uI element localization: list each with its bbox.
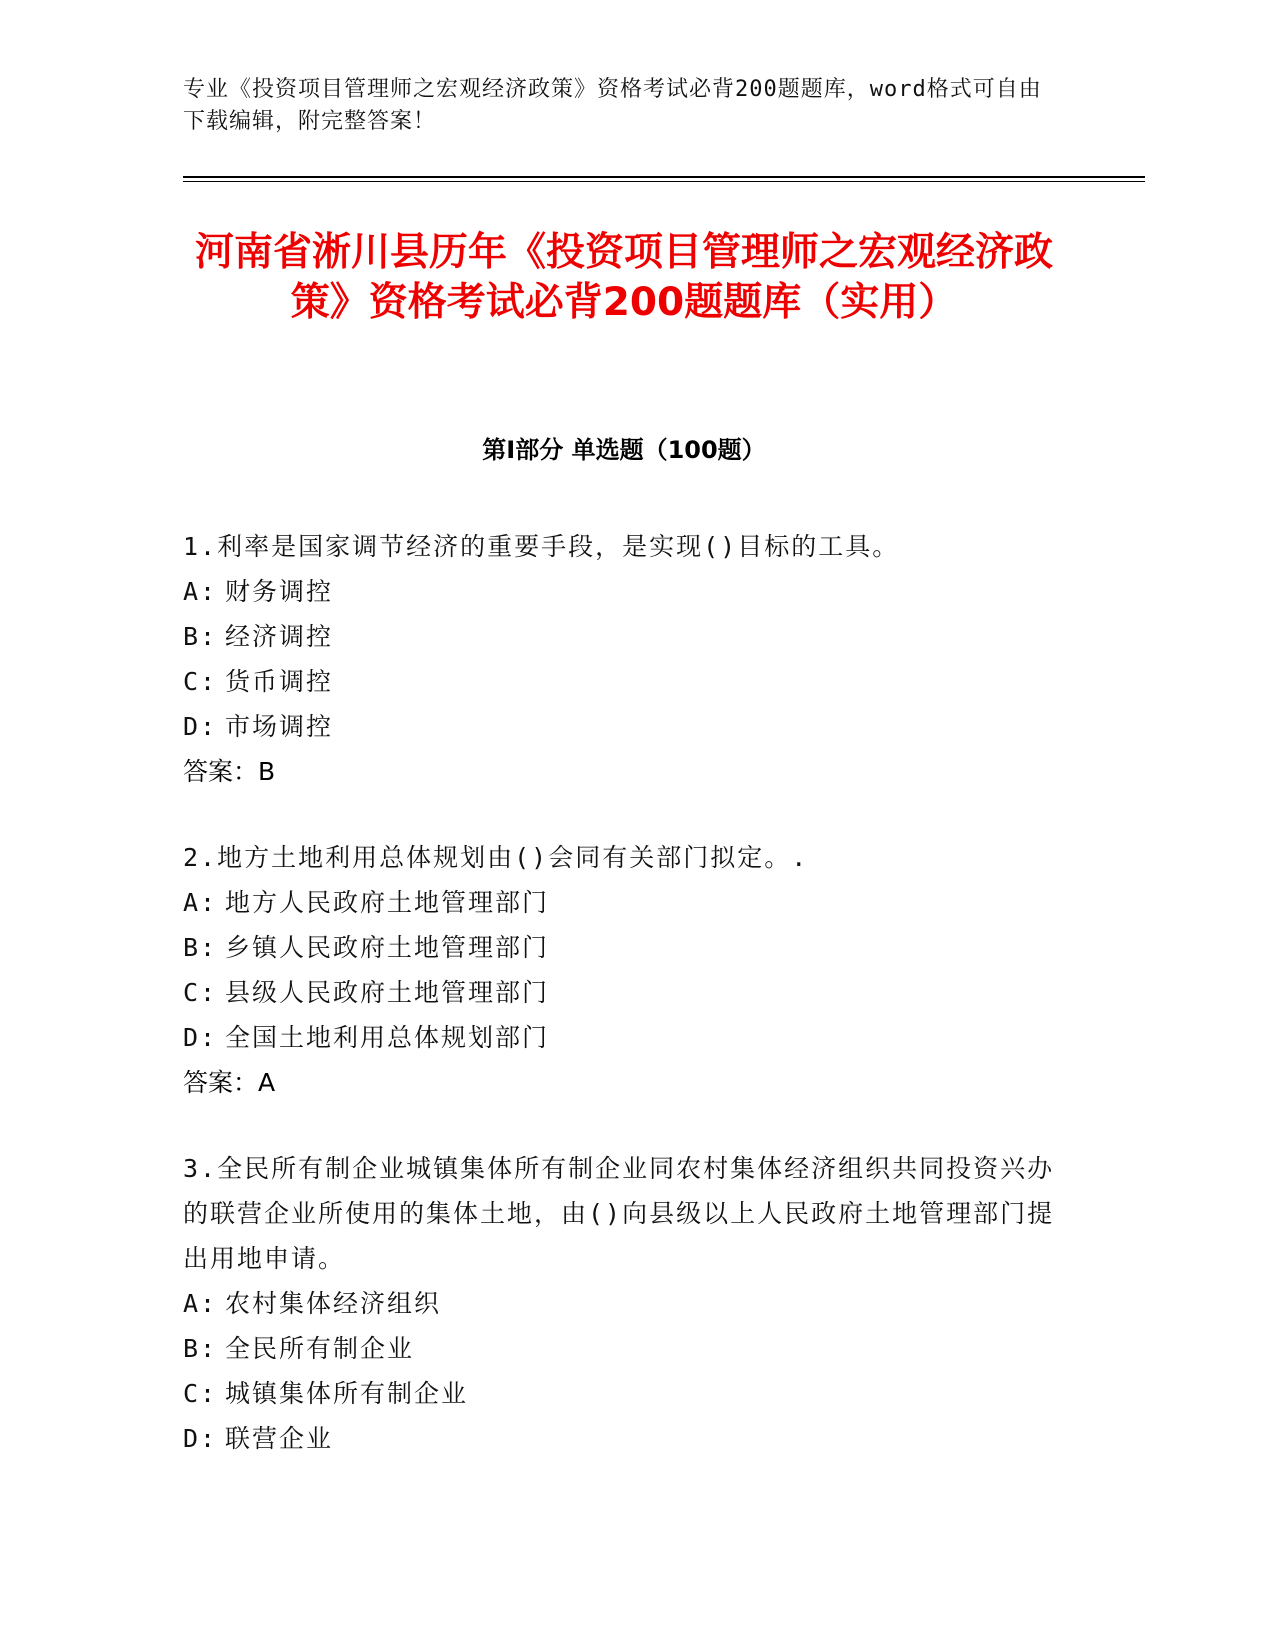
option-text: 城镇集体所有制企业 xyxy=(225,1379,469,1408)
option-key: B: xyxy=(183,622,218,651)
option-d xyxy=(183,1416,1065,1461)
option-text: 全民所有制企业 xyxy=(225,1334,415,1363)
answer-label: 答案： xyxy=(183,1068,259,1097)
option-text: 市场调控 xyxy=(225,712,334,741)
question-list xyxy=(183,524,1065,1502)
option-text: 农村集体经济组织 xyxy=(225,1289,442,1318)
answer-value: A xyxy=(258,1068,276,1097)
option-key: A: xyxy=(183,577,218,606)
option-text: 地方人民政府土地管理部门 xyxy=(225,888,550,917)
option-key: D: xyxy=(183,1023,218,1052)
header-rule-thin xyxy=(183,181,1145,182)
option-key: C: xyxy=(183,978,218,1007)
option-c xyxy=(183,970,1065,1015)
question-stem: 全民所有制企业城镇集体所有制企业同农村集体经济组织共同投资兴办的联营企业所使用的集体土地，由()向县级以上人民政府土地管理部门提出用地申请。 xyxy=(183,1154,1055,1273)
option-key: B: xyxy=(183,933,218,962)
option-key: B: xyxy=(183,1334,218,1363)
question-2 xyxy=(183,835,1065,1105)
option-b xyxy=(183,614,1065,659)
answer-label: 答案： xyxy=(183,757,259,786)
option-key: A: xyxy=(183,1289,218,1318)
option-key: D: xyxy=(183,712,218,741)
option-a xyxy=(183,569,1065,614)
question-text xyxy=(183,1146,1065,1281)
question-stem: 地方土地利用总体规划由()会同有关部门拟定。. xyxy=(217,843,809,872)
option-d xyxy=(183,704,1065,749)
question-number: 1. xyxy=(183,532,218,561)
option-text: 乡镇人民政府土地管理部门 xyxy=(225,933,550,962)
option-b xyxy=(183,925,1065,970)
option-key: C: xyxy=(183,667,218,696)
option-text: 货币调控 xyxy=(225,667,334,696)
option-text: 经济调控 xyxy=(225,622,334,651)
answer-line xyxy=(183,749,1065,794)
option-c xyxy=(183,659,1065,704)
option-d xyxy=(183,1015,1065,1060)
question-number: 2. xyxy=(183,843,218,872)
document-title: 河南省淅川县历年《投资项目管理师之宏观经济政策》资格考试必背200题题库（实用） xyxy=(194,230,1053,325)
header-note: 专业《投资项目管理师之宏观经济政策》资格考试必背200题题库，word格式可自由下载编辑，附完整答案！ xyxy=(183,77,1042,134)
question-1 xyxy=(183,524,1065,794)
section-title: 第I部分 单选题（100题） xyxy=(482,436,766,464)
option-a xyxy=(183,1281,1065,1326)
question-text xyxy=(183,835,1065,880)
question-number: 3. xyxy=(183,1154,218,1183)
option-key: A: xyxy=(183,888,218,917)
question-3 xyxy=(183,1146,1065,1461)
answer-line xyxy=(183,1060,1065,1105)
option-text: 县级人民政府土地管理部门 xyxy=(225,978,550,1007)
option-text: 财务调控 xyxy=(225,577,334,606)
question-text xyxy=(183,524,1065,569)
question-stem: 利率是国家调节经济的重要手段，是实现()目标的工具。 xyxy=(217,532,900,561)
option-key: D: xyxy=(183,1424,218,1453)
answer-value: B xyxy=(258,757,276,786)
option-text: 全国土地利用总体规划部门 xyxy=(225,1023,550,1052)
option-text: 联营企业 xyxy=(225,1424,334,1453)
option-c xyxy=(183,1371,1065,1416)
header-rule-thick xyxy=(183,176,1145,178)
option-a xyxy=(183,880,1065,925)
option-b xyxy=(183,1326,1065,1371)
option-key: C: xyxy=(183,1379,218,1408)
